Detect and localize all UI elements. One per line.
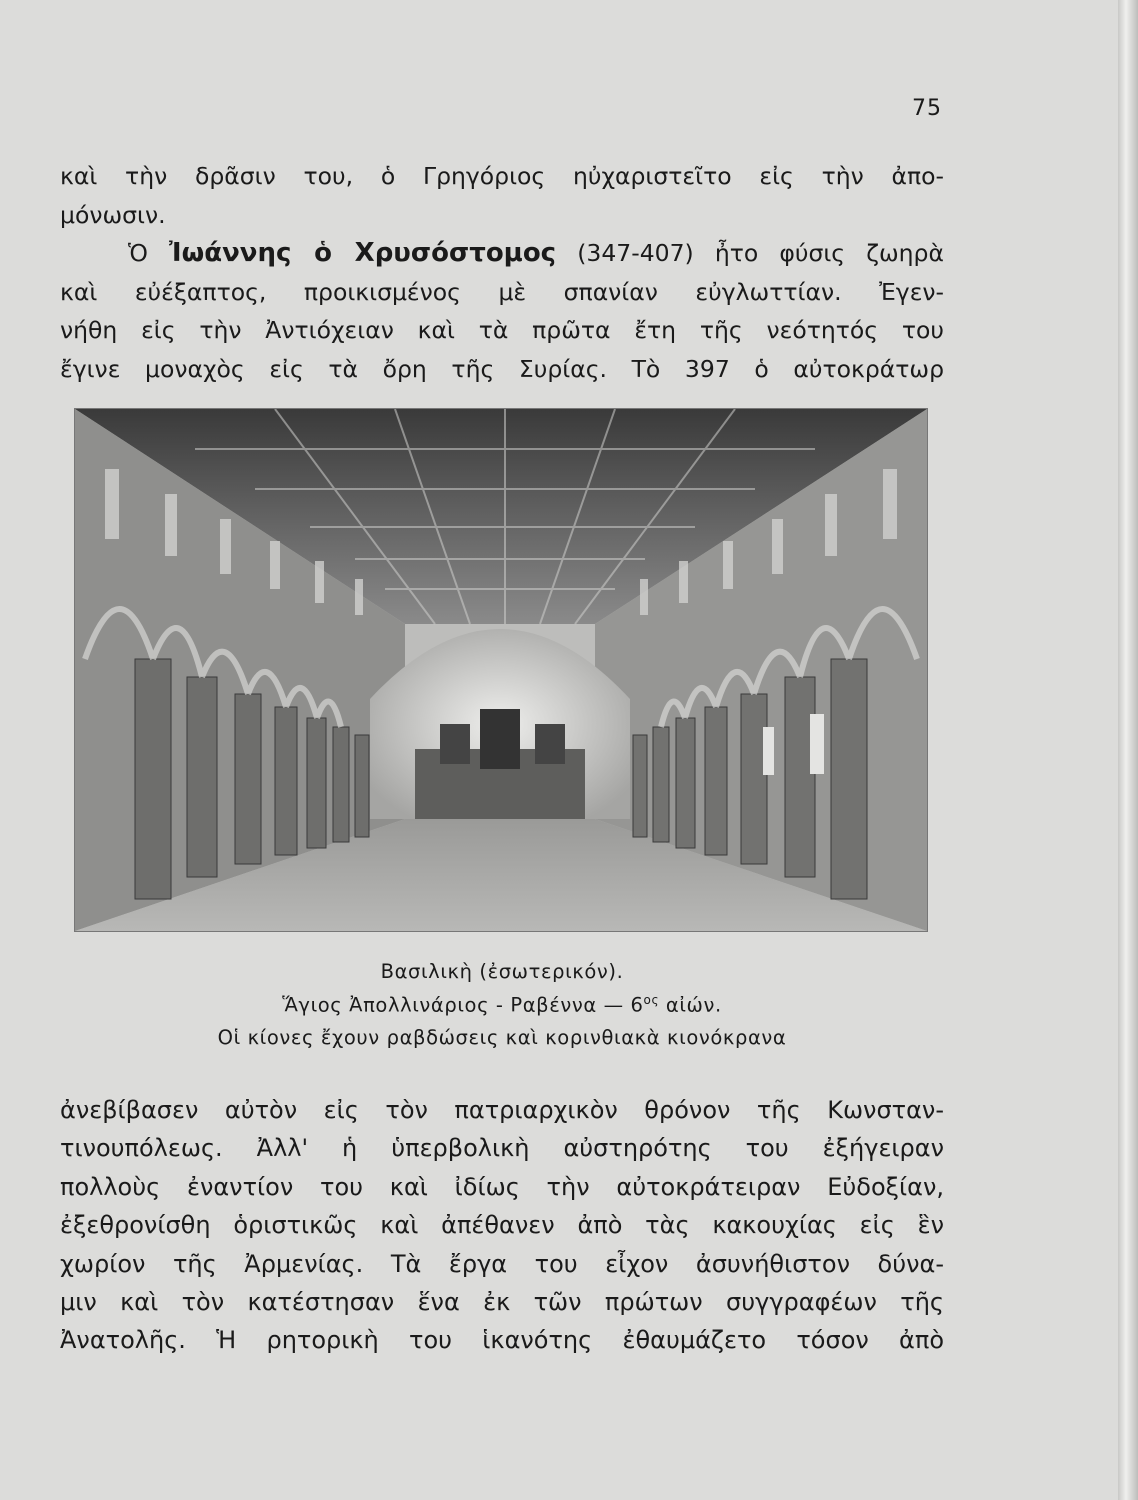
page-number: 75	[912, 96, 942, 121]
caption-place-suffix: αἰών.	[659, 993, 722, 1017]
text-line: καὶ εὐέξαπτος, προικισμένος μὲ σπανίαν εὐγλωττίαν. Ἐγεν-	[60, 277, 944, 306]
basilica-photo	[74, 408, 928, 932]
text-line: ἔγινε μοναχὸς εἰς τὰ ὄρη τῆς Συρίας. Τὸ 397 ὁ αὐτοκράτωρ	[60, 354, 944, 383]
caption-place	[60, 993, 944, 1017]
chrysostom-name: Ἰωάννης ὁ Χρυσόστομος	[169, 238, 557, 268]
chrysostom-dates: (347-407) ἦτο φύσις ζωηρὰ	[577, 239, 944, 267]
caption-description: Οἱ κίονες ἔχουν ραβδώσεις καὶ κορινθιακὰ κιονόκρανα	[217, 1026, 787, 1049]
caption-place-prefix: Ἅγιος Ἀπολλινάριος - Ραβέννα — 6	[282, 993, 644, 1017]
caption-superscript: ος	[643, 993, 660, 1007]
text-line: νήθη εἰς τὴν Ἀντιόχειαν καὶ τὰ πρῶτα ἔτη τῆς νεότητός του	[60, 316, 944, 344]
text-line: τινουπόλεως. Ἀλλ' ἡ ὑπερβολικὴ αὐστηρότης του ἐξήγειραν	[60, 1134, 944, 1163]
intro-article: Ὁ	[128, 239, 148, 267]
basilica-interior-illustration	[75, 409, 927, 931]
text-line: ἀνεβίβασεν αὐτὸν εἰς τὸν πατριαρχικὸν θρόνον τῆς Κωνσταν-	[60, 1096, 944, 1124]
top-text-block	[60, 157, 944, 388]
bottom-text-block	[60, 1091, 944, 1360]
text-line: καὶ τὴν δρᾶσιν του, ὁ Γρηγόριος ηὐχαριστεῖτο εἰς τὴν ἀπο-	[60, 162, 944, 190]
text-line: μόνωσιν.	[60, 200, 166, 229]
text-line: Ἀνατολῆς. Ἡ ρητορικὴ του ἱκανότης ἐθαυμάζετο τόσον ἀπὸ	[60, 1326, 944, 1355]
page-edge	[1118, 0, 1138, 1500]
caption-title: Βασιλικὴ (ἐσωτερικόν).	[380, 960, 624, 983]
text-line: χωρίον τῆς Ἀρμενίας. Τὰ ἔργα του εἶχον ἀσυνήθιστον δύνα-	[60, 1249, 944, 1278]
chrysostom-intro-line	[60, 234, 944, 273]
text-line: ἐξεθρονίσθη ὁριστικῶς καὶ ἀπέθανεν ἀπὸ τὰς κακουχίας εἰς ἓν	[60, 1211, 944, 1240]
text-line: πολλοὺς ἐναντίον του καὶ ἰδίως τὴν αὐτοκράτειραν Εὐδοξίαν,	[60, 1172, 944, 1201]
text-line: μιν καὶ τὸν κατέστησαν ἕνα ἐκ τῶν πρώτων συγγραφέων τῆς	[60, 1288, 944, 1317]
